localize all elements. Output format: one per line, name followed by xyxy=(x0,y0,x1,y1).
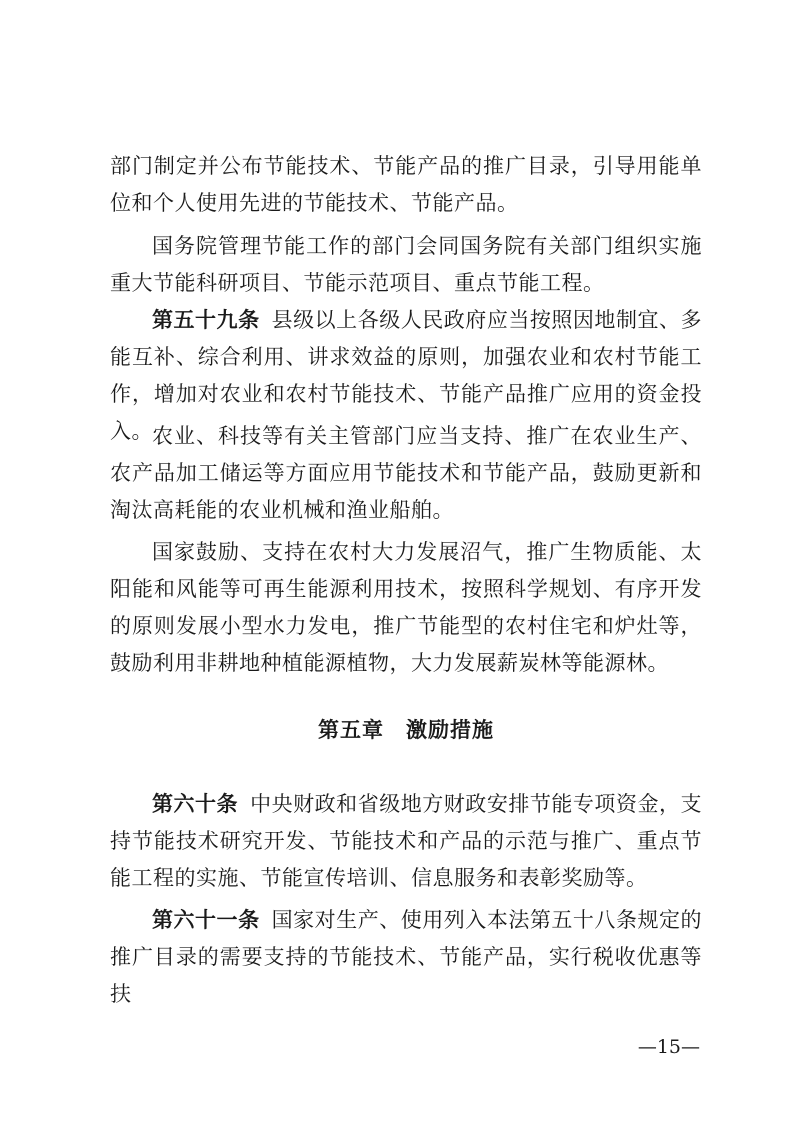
article-text: 中央财政和省级地方财政安排节能专项资金，支持节能技术研究开发、节能技术和产品的示范与推广、重点节能工程的实施、节能宣传培训、信息服务和表彰奖励等。 xyxy=(110,792,703,890)
paragraph-rural-energy xyxy=(110,534,702,682)
article-60 xyxy=(110,786,702,897)
article-heading: 第五十九条 xyxy=(152,308,260,332)
paragraph-agriculture xyxy=(110,418,702,529)
chapter-title: 激励措施 xyxy=(406,718,494,742)
page-number: —15— xyxy=(637,1036,700,1058)
chapter-heading xyxy=(110,712,702,749)
chapter-number: 第五章 xyxy=(318,718,384,742)
article-61 xyxy=(110,902,702,1013)
paragraph-text: 农业、科技等有关主管部门应当支持、推广在农业生产、农产品加工储运等方面应用节能技术和节能产品，鼓励更新和淘汰高耗能的农业机械和渔业船舶。 xyxy=(110,424,702,522)
article-heading: 第六十一条 xyxy=(152,908,260,932)
paragraph-continuation xyxy=(110,148,702,222)
paragraph-state-council xyxy=(110,228,702,302)
paragraph-text: 部门制定并公布节能技术、节能产品的推广目录，引导用能单位和个人使用先进的节能技术、节能产品。 xyxy=(110,154,702,215)
article-heading: 第六十条 xyxy=(152,792,239,816)
article-text: 国家对生产、使用列入本法第五十八条规定的推广目录的需要支持的节能技术、节能产品，实行税收优惠等扶 xyxy=(110,908,703,1006)
paragraph-text: 国务院管理节能工作的部门会同国务院有关部门组织实施重大节能科研项目、节能示范项目、重点节能工程。 xyxy=(110,234,702,295)
article-text: 县级以上各级人民政府应当按照因地制宜、多能互补、综合利用、讲求效益的原则，加强农业和农村节能工作，增加对农业和农村节能技术、节能产品推广应用的资金投入。 xyxy=(110,308,703,443)
paragraph-text: 国家鼓励、支持在农村大力发展沼气，推广生物质能、太阳能和风能等可再生能源利用技术，按照科学规划、有序开发的原则发展小型水力发电，推广节能型的农村住宅和炉灶等，鼓励利用非耕地种植能源植物，大力发展薪炭林等能源林。 xyxy=(110,540,702,675)
